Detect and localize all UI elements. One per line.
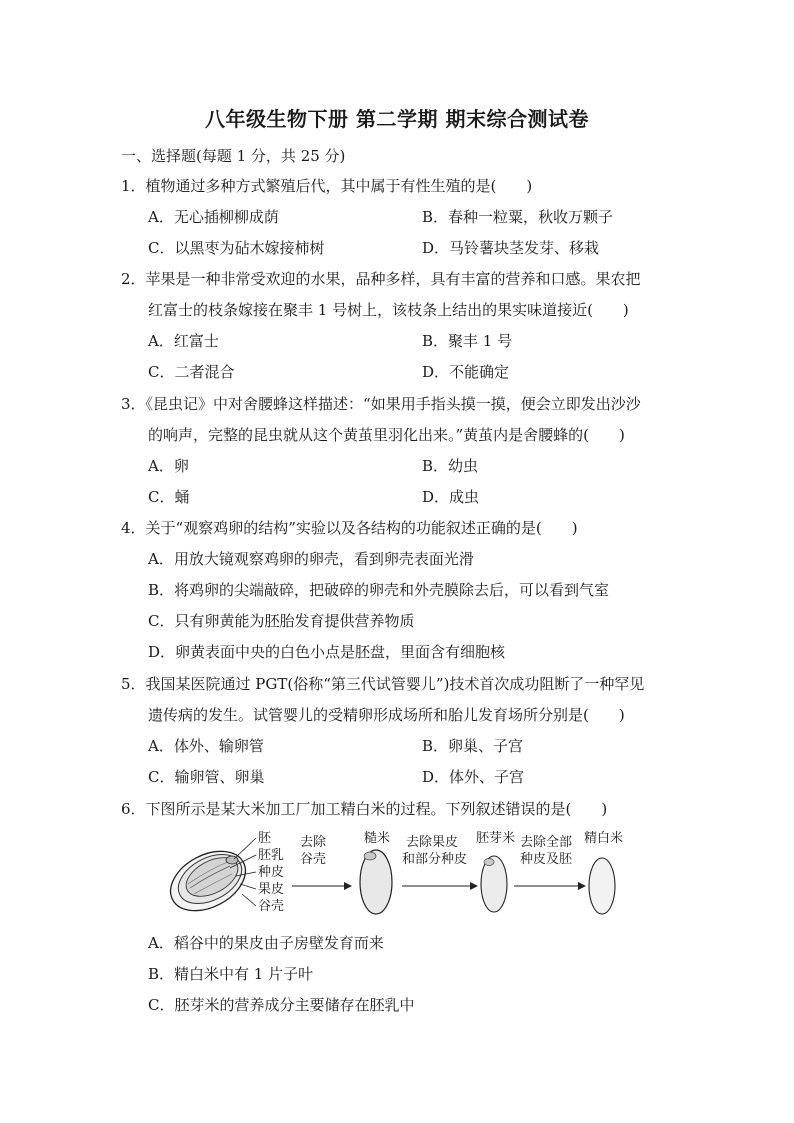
question-6-option-a: A．稻谷中的果皮由子房壁发育而来 (148, 934, 384, 952)
step-1-label-line-2: 谷壳 (300, 852, 327, 867)
question-4-option-a: A．用放大镜观察鸡卵的卵壳，看到卵壳表面光滑 (148, 550, 474, 568)
question-3-stem-line-2: 的响声，完整的昆虫就从这个黄茧里羽化出来。”黄茧内是舍腰蜂的( ) (148, 426, 625, 444)
exam-title: 八年级生物下册 第二学期 期末综合测试卷 (205, 107, 589, 131)
question-2-stem-line-2: 红富士的枝条嫁接在聚丰 1 号树上，该枝条上结出的果实味道接近( ) (148, 301, 629, 319)
label-pericarp: 果皮 (258, 882, 285, 897)
question-5-option-b: B．卵巢、子宫 (422, 737, 524, 755)
question-5-option-d: D．体外、子宫 (422, 768, 525, 786)
step-2-label-line-2: 和部分种皮 (402, 852, 468, 867)
rice-processing-figure (160, 826, 640, 926)
question-2-stem-line-1: 2．苹果是一种非常受欢迎的水果，品种多样，具有丰富的营养和口感。果农把 (121, 270, 641, 288)
question-5-stem-line-1: 5．我国某医院通过 PGT(俗称“第三代试管婴儿”)技术首次成功阻断了一种罕见 (121, 675, 645, 693)
step-3-label-line-1: 去除全部 (520, 835, 573, 850)
step-1-arrowhead (344, 882, 352, 890)
question-1-option-b: B．春种一粒粟，秋收万颗子 (422, 208, 614, 226)
question-6-option-b: B．精白米中有 1 片子叶 (148, 965, 314, 983)
question-5-option-a: A．体外、输卵管 (148, 737, 264, 755)
product-brown-rice: 糙米 (364, 831, 391, 846)
question-3-stem-line-1: 3．《昆虫记》中对舍腰蜂这样描述：“如果用手指头摸一摸，便会立即发出沙沙 (121, 395, 641, 413)
question-2-option-d: D．不能确定 (422, 363, 510, 381)
question-1-stem: 1．植物通过多种方式繁殖后代，其中属于有性生殖的是( ) (121, 177, 533, 195)
question-4-option-d: D．卵黄表面中央的白色小点是胚盘，里面含有细胞核 (148, 643, 506, 661)
label-endosperm: 胚乳 (258, 848, 285, 863)
section-heading: 一、选择题(每题 1 分，共 25 分) (121, 147, 346, 165)
question-3-option-a: A．卵 (148, 457, 189, 475)
question-3-option-b: B．幼虫 (422, 457, 479, 475)
question-5-stem-line-2: 遗传病的发生。试管婴儿的受精卵形成场所和胎儿发育场所分别是( ) (148, 706, 625, 724)
question-2-option-c: C．二者混合 (148, 363, 235, 381)
question-3-option-d: D．成虫 (422, 488, 480, 506)
brown-rice-grain (360, 850, 392, 914)
question-1-option-a: A．无心插柳柳成荫 (148, 208, 279, 226)
step-2-arrowhead (470, 882, 478, 890)
step-3-arrowhead (578, 882, 586, 890)
question-1-option-c: C．以黑枣为砧木嫁接柿树 (148, 239, 325, 257)
product-germ-rice: 胚芽米 (476, 831, 516, 846)
product-white-rice: 精白米 (584, 831, 624, 846)
question-2-option-a: A．红富士 (148, 332, 219, 350)
question-6-option-c: C．胚芽米的营养成分主要储存在胚乳中 (148, 996, 415, 1014)
step-3-label-line-2: 种皮及胚 (520, 852, 573, 867)
question-3-option-c: C．蛹 (148, 488, 190, 506)
step-1-label-line-1: 去除 (300, 835, 327, 850)
label-husk: 谷壳 (258, 899, 285, 914)
question-2-option-b: B．聚丰 1 号 (422, 332, 513, 350)
question-5-option-c: C．输卵管、卵巢 (148, 768, 265, 786)
question-1-option-d: D．马铃薯块茎发芽、移栽 (422, 239, 600, 257)
question-6-stem: 6．下图所示是某大米加工厂加工精白米的过程。下列叙述错误的是( ) (121, 800, 608, 818)
question-4-stem: 4．关于“观察鸡卵的结构”实验以及各结构的功能叙述正确的是( ) (121, 519, 578, 537)
rice-processing-diagram (160, 826, 640, 926)
label-seed-coat: 种皮 (258, 865, 285, 880)
step-2-label-line-1: 去除果皮 (406, 835, 459, 850)
question-4-option-c: C．只有卵黄能为胚胎发育提供营养物质 (148, 612, 415, 630)
question-4-option-b: B．将鸡卵的尖端敲碎，把破碎的卵壳和外壳膜除去后，可以看到气室 (148, 581, 610, 599)
label-embryo: 胚 (258, 831, 272, 846)
white-rice-grain (589, 858, 615, 914)
